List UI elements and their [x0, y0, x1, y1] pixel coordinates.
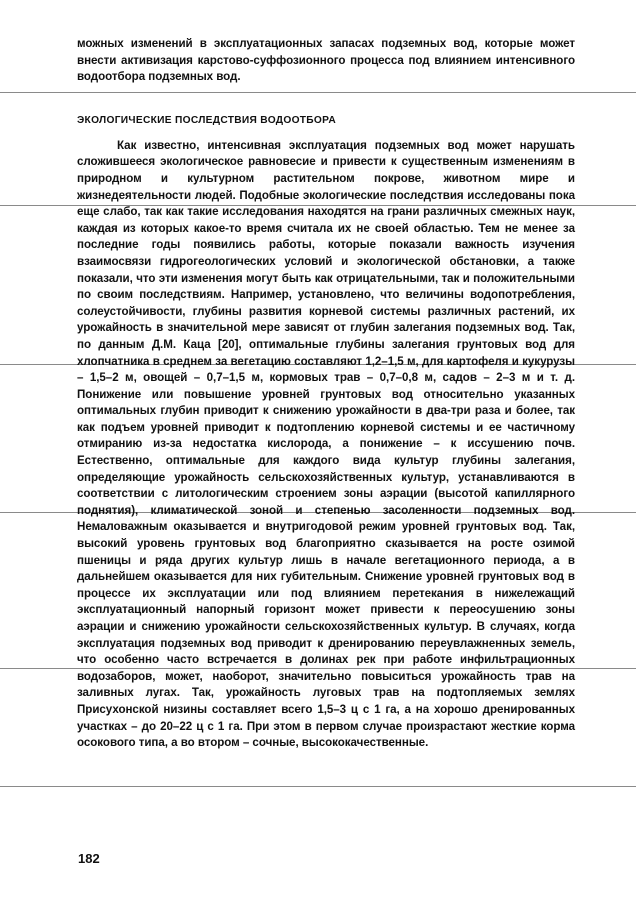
body-paragraph: Как известно, интенсивная эксплуатация подземных вод может нарушать сложившееся экологическое равновесие и привести к существенным изменениям в природном и культурном растительном покрове, животном мире и жизнедеятельности людей. Подобные экологические последствия исследованы пока еще слабо, так как такие исследования находятся на грани различных смежных наук, каждая из которых какое-то время считала их не своей областью. Тем не менее за последние годы появились работы, которые показали важность изучения взаимосвязи гидрогеологических условий и экологической обстановки, а также показали, что эти изменения могут быть как отрицательными, так и положительными по своим последствиям. Например, установлено, что величины водопотребления, солеустойчивости, глубины развития корневой системы различных растений, их урожайность в значительной мере зависят от глубин залегания подземных вод. Так, по данным Д.М. Каца [20], оптимальные глубины залегания грунтовых вод для хлопчатника в среднем за вегетацию составляют 1,2–1,5 м, для картофеля и кукурузы – 1,5–2 м, овощей – 0,7–1,5 м, кормовых трав – 0,7–0,8 м, садов – 2–3 м и т. д. Понижение или повышение уровней грунтовых вод относительно указанных оптимальных глубин приводит к снижению урожайности в два-три раза и более, так как подъем уровней приводит к подтоплению корневой системы и ее частичному отмиранию из-за недостатка кислорода, а понижение – к иссушению почв. Естественно, оптимальные для каждого вида культур глубины залегания, определяющие урожайность сельскохозяйственных культур, устанавливаются в соответствии с литологическим строением зоны аэрации (высотой капиллярного поднятия), климатической зоной и степенью засоленности подземных вод. Немаловажным оказывается и внутригодовой режим уровней грунтовых вод. Так, высокий уровень грунтовых вод благоприятно сказывается на росте озимой пшеницы и ряда других культур лишь в начале вегетационного периода, а в дальнейшем оказывается для них губительным. Снижение уровней грунтовых вод в процессе их эксплуатации или под влиянием перетекания в нижележащий эксплуатационный напорный горизонт может привести к переосушению зоны аэрации и снижению урожайности сельскохозяйственных культур. В случаях, когда эксплуатация подземных вод приводит к дренированию переувлажненных земель, что особенно часто встречается в долинах рек при работе инфильтрационных водозаборов, может, наоборот, значительно повыситься урожайность трав на заливных лугах. Так, урожайность луговых трав на подтопляемых землях Присухонской низины составляет всего 1,5–3 ц с 1 га, а на хорошо дренированных участках – до 20–22 ц с 1 га. При этом в первом случае произрастают жесткие корма осокового типа, а во втором – сочные, высококачественные. — [77, 138, 575, 750]
scan-line — [0, 786, 636, 787]
document-page — [77, 36, 575, 752]
section-heading: ЭКОЛОГИЧЕСКИЕ ПОСЛЕДСТВИЯ ВОДООТБОРА — [77, 114, 337, 126]
intro-paragraph: можных изменений в эксплуатационных запасах подземных вод, которые может внести активизация карстово-суффозионного процесса под влиянием интенсивного водоотбора подземных вод. — [77, 37, 575, 84]
page-number: 182 — [78, 851, 100, 866]
